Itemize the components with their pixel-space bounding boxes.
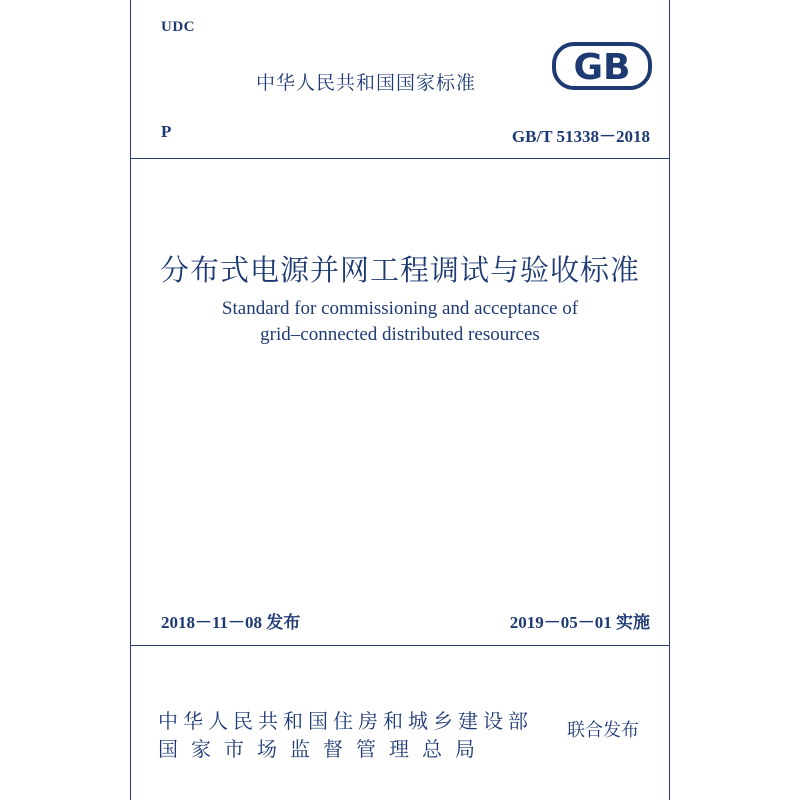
standard-number: GB/T 51338－2018 — [511, 127, 650, 146]
gb-logo-text: GB — [573, 47, 631, 88]
gb-logo — [552, 42, 652, 90]
title-english-line1: Standard for commissioning and acceptance of — [221, 298, 579, 319]
national-standard-label: 中华人民共和国国家标准 — [256, 72, 477, 94]
issue-date: 2018－11－08 发布 — [161, 613, 301, 632]
publisher-line2: 国家市场监督管理总局 — [158, 737, 488, 761]
cover-frame — [130, 0, 670, 800]
header-divider — [130, 158, 670, 159]
date-divider — [130, 645, 670, 646]
title-english-line2: grid–connected distributed resources — [260, 324, 540, 345]
publisher-line1: 中华人民共和国住房和城乡建设部 — [158, 709, 533, 733]
udc-label: UDC — [161, 19, 195, 35]
title-chinese: 分布式电源并网工程调试与验收标准 — [159, 253, 640, 287]
classification-label: P — [161, 122, 172, 141]
implement-date: 2019－05－01 实施 — [509, 613, 650, 632]
joint-publish-label: 联合发布 — [567, 720, 639, 741]
gb-logo-icon — [552, 42, 652, 90]
title-english — [0, 296, 800, 348]
